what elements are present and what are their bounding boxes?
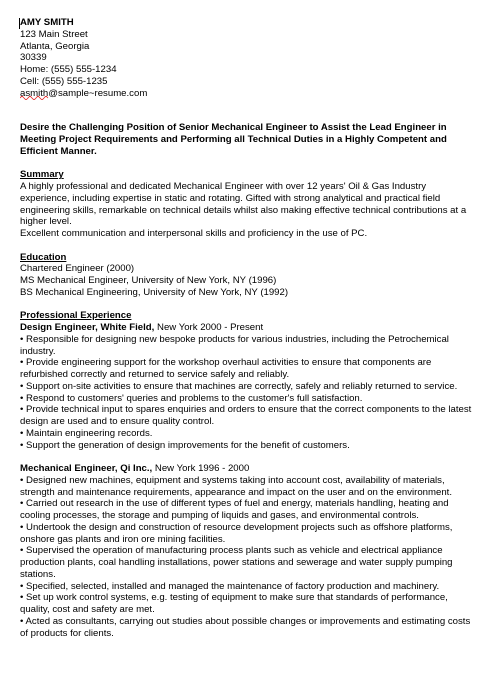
job-heading bbox=[20, 322, 478, 334]
resume-page bbox=[20, 17, 478, 639]
job-duties-list bbox=[20, 334, 478, 452]
duty-item: • Carried out research in the use of different types of fuel and energy, materials handling, heating and cooling processes, the storage and pumping of liquids and gases, and environmental controls. bbox=[20, 498, 449, 521]
contact-home-phone: Home: (555) 555-1234 bbox=[20, 64, 117, 75]
contact-street: 123 Main Street bbox=[20, 28, 88, 40]
duty-item: • Respond to customers' queries and problems to the customer's full satisfaction. bbox=[20, 392, 363, 404]
duty-item: • Provide engineering support for the workshop overhaul activities to ensure that components are refurbished correctly and returned to service safely and reliably. bbox=[20, 357, 432, 380]
contact-cell-phone: Cell: (555) 555-1235 bbox=[20, 75, 108, 87]
contact-zip: 30339 bbox=[20, 52, 47, 64]
duty-item: • Undertook the design and construction of resource development projects such as offshore platforms, onshore gas plants and iron ore mining facilities. bbox=[20, 521, 453, 545]
contact-email-line bbox=[20, 88, 478, 100]
experience-heading: Professional Experience bbox=[20, 310, 132, 322]
duty-item: • Specified, selected, installed and managed the maintenance of factory production and machinery. bbox=[20, 580, 440, 592]
summary-paragraph-1: A highly professional and dedicated Mechanical Engineer with over 12 years' Oil & Gas Industry experience, including expertise in static and rotating. Gifted with strong analytical and practical field engineering skills, remarkable on technical details whilst also making effective technical contributions at a higher level. bbox=[20, 181, 467, 228]
job-title: Design Engineer, White Field, bbox=[20, 322, 155, 333]
summary-section bbox=[20, 169, 478, 240]
text-cursor bbox=[19, 18, 20, 29]
job-heading bbox=[20, 463, 478, 475]
duty-item: • Designed new machines, equipment and systems taking into account cost, availability of materials, strength and maintenance requirements, appearance and impact on the user and on the environment. bbox=[20, 474, 452, 498]
duty-item: • Set up work control systems, e.g. testing of equipment to make sure that standards of performance, quality, cost and safety are met. bbox=[20, 592, 448, 615]
education-item: Chartered Engineer (2000) bbox=[20, 263, 135, 275]
summary-paragraph-2: Excellent communication and interpersonal skills and proficiency in the use of PC. bbox=[20, 228, 368, 239]
contact-city-state: Atlanta, Georgia bbox=[20, 40, 90, 52]
job-location-dates: New York 1996 - 2000 bbox=[152, 463, 250, 474]
job-duties-list bbox=[20, 475, 478, 640]
education-item: MS Mechanical Engineer, University of New York, NY (1996) bbox=[20, 275, 277, 286]
education-heading: Education bbox=[20, 251, 67, 263]
duty-item: • Support the generation of design improvements for the benefit of customers. bbox=[20, 439, 350, 451]
duty-item: • Maintain engineering records. bbox=[20, 427, 153, 439]
candidate-name bbox=[20, 17, 478, 29]
candidate-name-text: AMY SMITH bbox=[20, 17, 74, 28]
job-location-dates: New York 2000 - Present bbox=[154, 322, 264, 333]
education-item: BS Mechanical Engineering, University of New York, NY (1992) bbox=[20, 286, 289, 298]
experience-section bbox=[20, 310, 478, 639]
job-entry-design-engineer bbox=[20, 322, 478, 451]
duty-item: • Support on-site activities to ensure that machines are correctly, safely and reliably returned to service. bbox=[20, 380, 458, 392]
duty-item: • Responsible for designing new bespoke products for various industries, including the Petrochemical industry. bbox=[20, 333, 449, 357]
duty-item: • Supervised the operation of manufacturing process plants such as vehicle and electrical appliance production plants, coal handling installations, power stations and sewerage and water supply pumping stations. bbox=[20, 545, 453, 580]
objective-statement: Desire the Challenging Position of Senior Mechanical Engineer to Assist the Lead Engineer in Meeting Project Requirements and Performing all Technical Duties in a Highly Competent and Efficient Manner. bbox=[20, 122, 447, 157]
spellcheck-underline-icon bbox=[20, 96, 49, 100]
duty-item: • Acted as consultants, carrying out studies about possible changes or improvements and estimating costs of products for clients. bbox=[20, 615, 471, 639]
duty-item: • Provide technical input to spares enquiries and orders to ensure that the correct components to the latest design are used and to ensure quality control. bbox=[20, 404, 472, 427]
education-section bbox=[20, 252, 478, 299]
contact-block bbox=[20, 17, 478, 99]
job-title: Mechanical Engineer, Qi Inc., bbox=[20, 463, 153, 474]
summary-heading: Summary bbox=[20, 169, 64, 181]
contact-email[interactable]: asmith@sample~resume.com bbox=[20, 87, 148, 99]
job-entry-mechanical-engineer bbox=[20, 463, 478, 639]
